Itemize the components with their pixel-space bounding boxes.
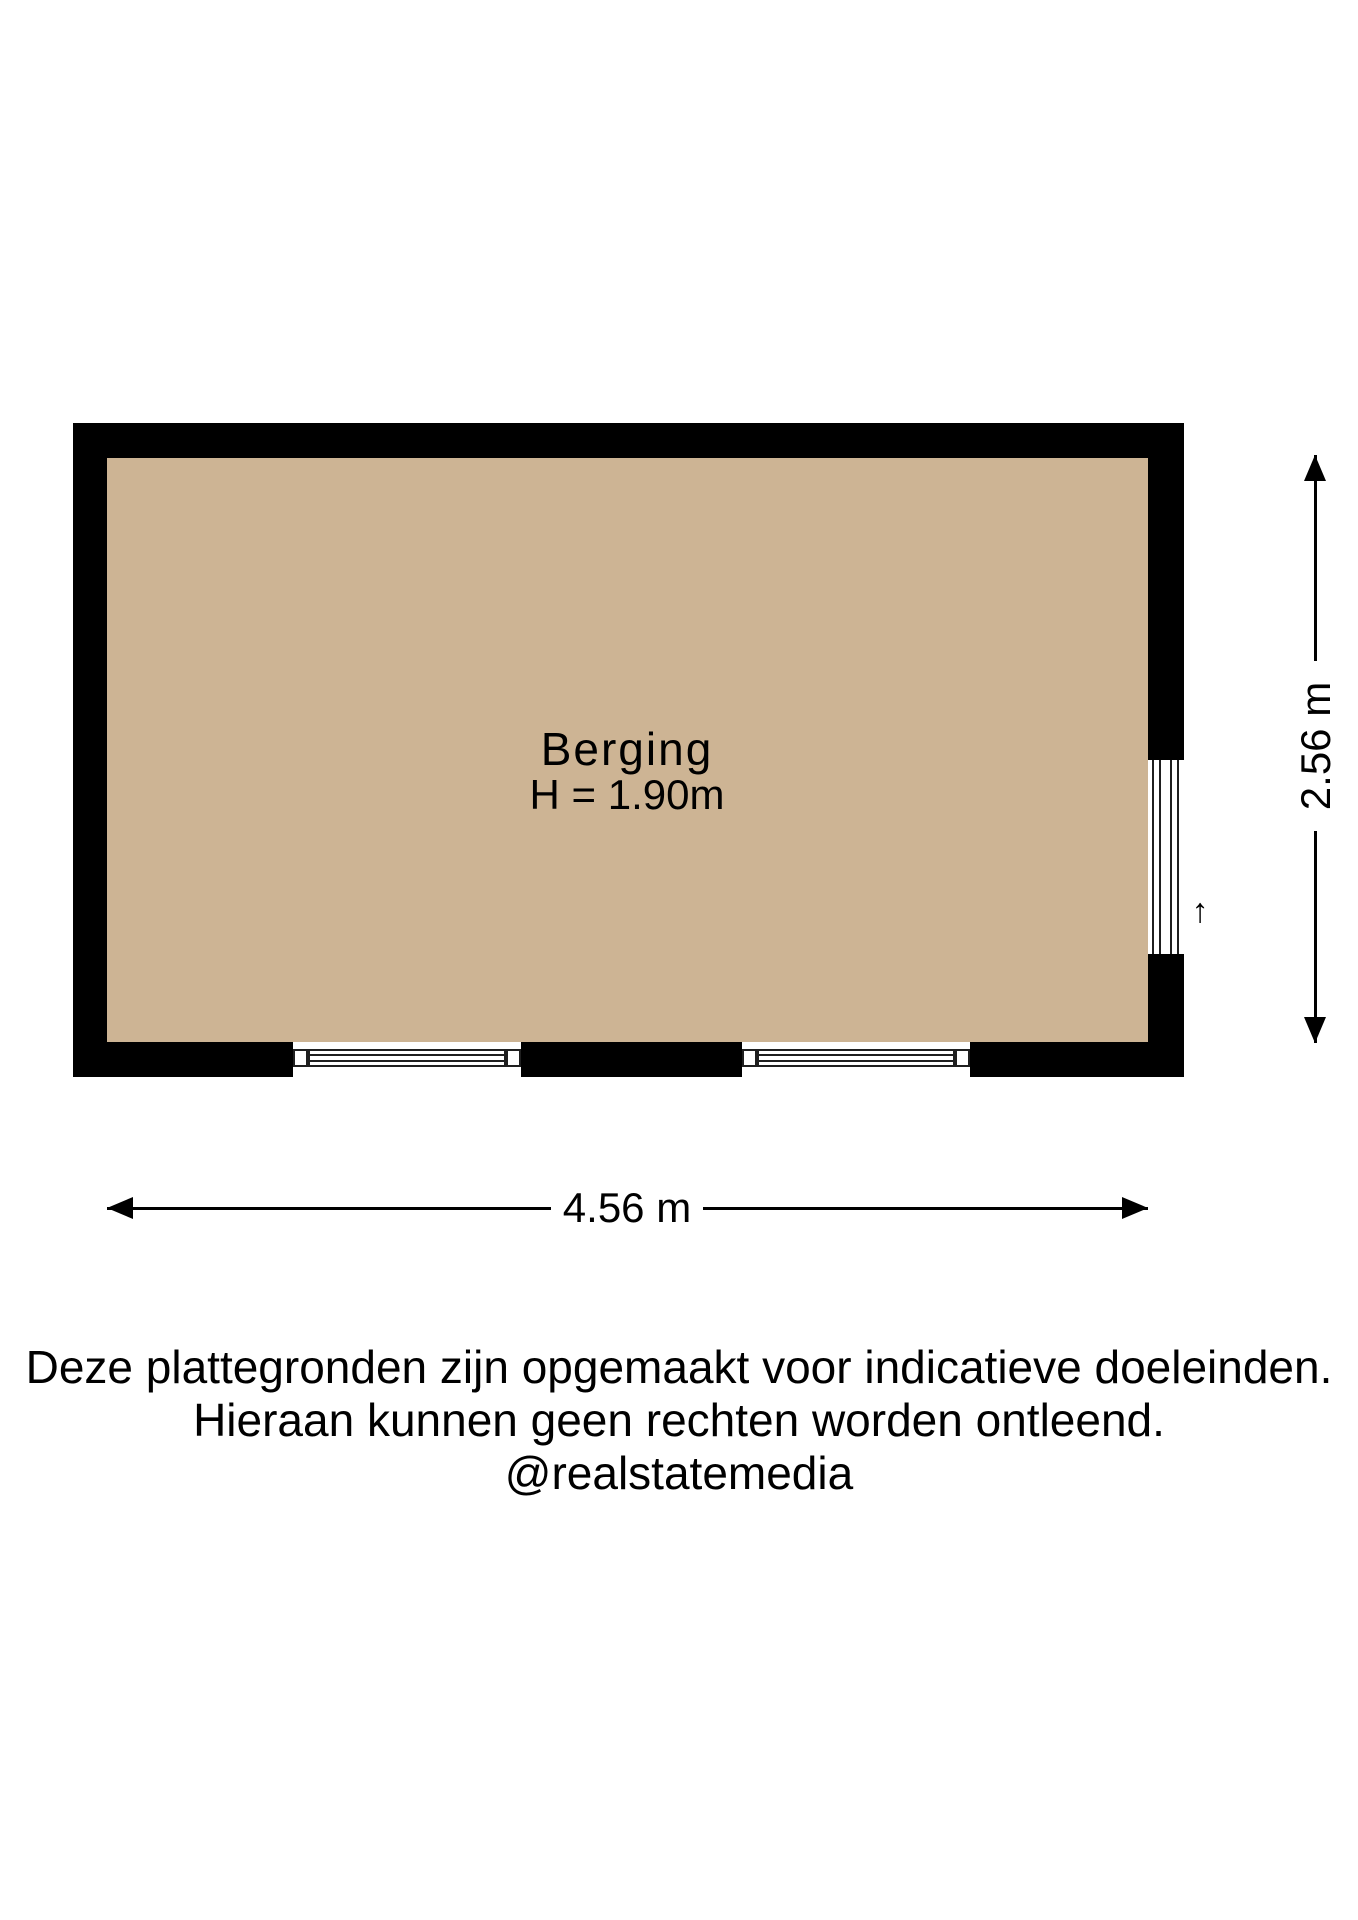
window-jamb	[506, 1049, 521, 1067]
glass-line	[1159, 760, 1161, 954]
width-dimension-value: 4.56 m	[551, 1184, 703, 1231]
glass-line	[1177, 760, 1179, 954]
window-bottom-right	[742, 1042, 970, 1077]
window-right-wall	[1148, 760, 1184, 954]
glass-line	[759, 1060, 953, 1062]
window-jamb	[955, 1049, 970, 1067]
room-height-label: H = 1.90m	[529, 771, 725, 818]
width-dim-arrow-left-icon	[107, 1197, 133, 1219]
glass-line	[1170, 760, 1172, 954]
glass-line	[310, 1054, 504, 1056]
glass-line	[1152, 760, 1154, 954]
width-dimension-label	[427, 1184, 827, 1232]
glass-line	[310, 1060, 504, 1062]
disclaimer-line: Deze plattegronden zijn opgemaakt voor indicatieve doeleinden.	[25, 1341, 1333, 1393]
window-jamb	[742, 1049, 757, 1067]
disclaimer-line: Hieraan kunnen geen rechten worden ontleend.	[193, 1394, 1165, 1446]
room-label	[427, 723, 827, 818]
room-name: Berging	[540, 723, 714, 775]
disclaimer	[0, 1341, 1358, 1500]
glass-line	[759, 1054, 953, 1056]
window-bottom-left	[293, 1042, 521, 1077]
depth-dim-arrow-up-icon	[1304, 455, 1326, 481]
depth-dimension-label: 2.56 m	[1290, 661, 1342, 831]
window-glazing	[757, 1049, 955, 1067]
depth-dim-arrow-down-icon	[1304, 1017, 1326, 1043]
window-jamb	[293, 1049, 308, 1067]
width-dim-arrow-right-icon	[1122, 1197, 1148, 1219]
disclaimer-line: @realstatemedia	[504, 1447, 854, 1499]
window-glazing	[308, 1049, 506, 1067]
entrance-arrow-icon: ↑	[1191, 892, 1209, 930]
